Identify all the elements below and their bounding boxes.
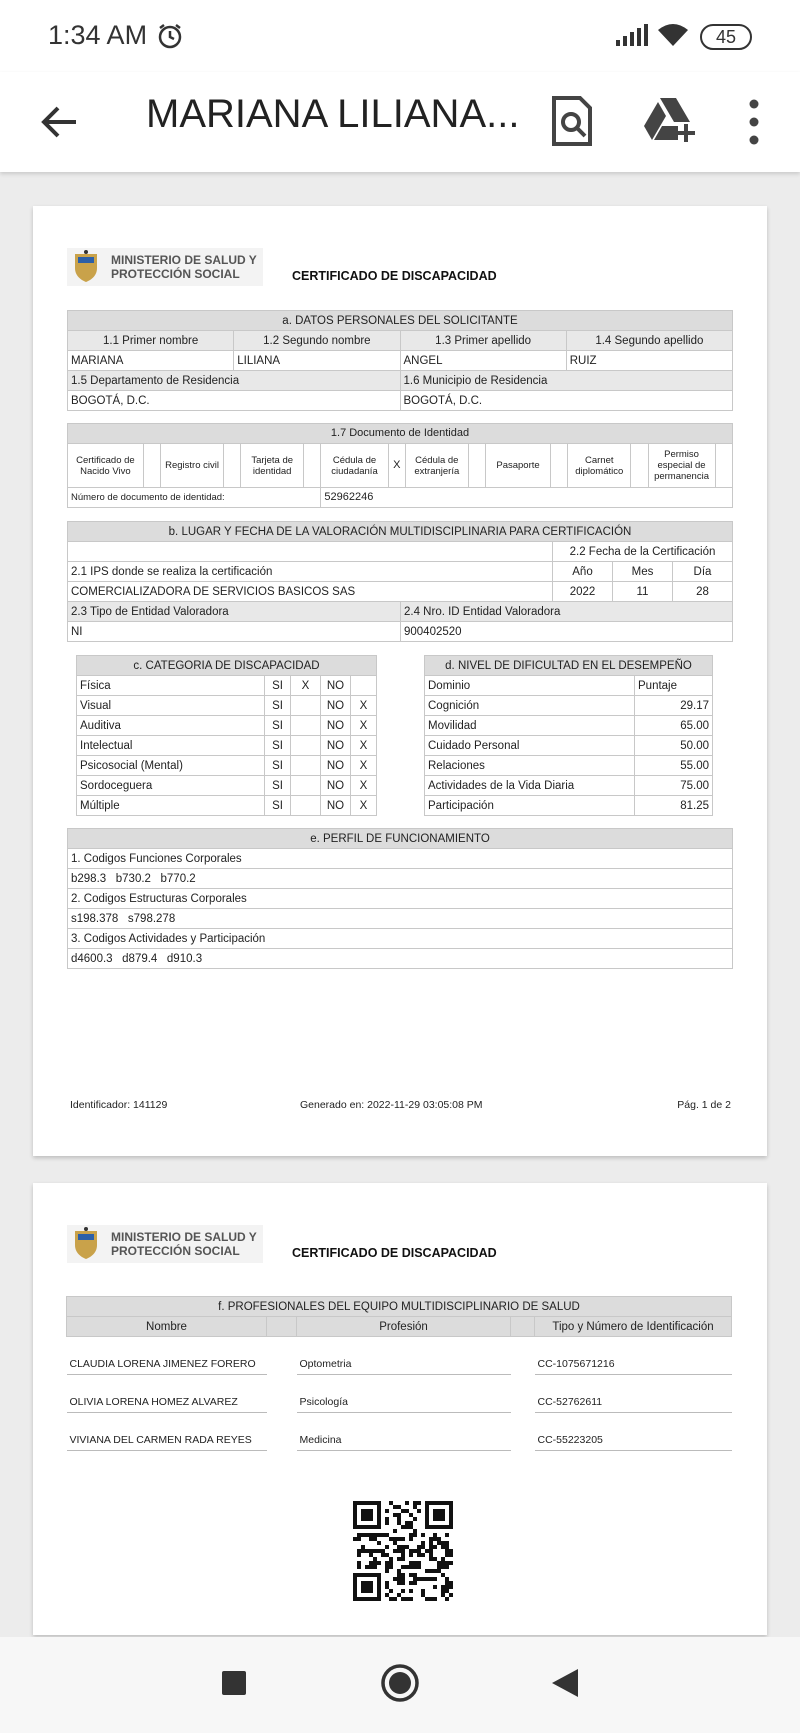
doc-type-passport: Pasaporte [486,444,551,488]
domain-name: Relaciones [425,756,635,776]
section-f-header: f. PROFESIONALES DEL EQUIPO MULTIDISCIPLINARIO DE SALUD [67,1297,732,1317]
professional-identification: CC-1075671216 [535,1355,732,1375]
category-no: NO [321,676,351,696]
doc-type-citizenship: Cédula de ciudadanía [321,444,388,488]
section-d-header: d. NIVEL DE DIFICULTAD EN EL DESEMPEÑO [425,656,713,676]
doc-mark-box [223,444,240,488]
category-si-mark [291,756,321,776]
value-second-surname: RUIZ [566,351,732,371]
category-si: SI [265,676,291,696]
day-label: Día [673,562,733,582]
org-line-1: MINISTERIO DE SALUD Y [111,253,257,267]
section-e-header: e. PERFIL DE FUNCIONAMIENTO [68,829,733,849]
professional-name: OLIVIA LORENA HOMEZ ALVAREZ [67,1393,267,1413]
category-row [77,776,377,796]
professional-name: CLAUDIA LORENA JIMENEZ FORERO [67,1355,267,1375]
doc-type-id-card: Tarjeta de identidad [241,444,304,488]
category-si-mark [291,776,321,796]
category-no: NO [321,716,351,736]
activities-label: 3. Codigos Actividades y Participación [68,929,733,949]
certificate-title: CERTIFICADO DE DISCAPACIDAD [292,269,497,283]
category-name: Física [77,676,265,696]
body-structures-label: 2. Codigos Estructuras Corporales [68,889,733,909]
category-name: Múltiple [77,796,265,816]
value-first-name: MARIANA [68,351,234,371]
category-si: SI [265,796,291,816]
professionals-table [66,1296,732,1451]
category-no-mark [351,676,377,696]
category-si: SI [265,776,291,796]
doc-type-birth: Certificado de Nacido Vivo [68,444,144,488]
identity-document-table [67,423,733,508]
professional-identification: CC-55223205 [535,1431,732,1451]
profession-col: Profesión [297,1317,511,1337]
category-no-mark: X [351,776,377,796]
domain-name: Cognición [425,696,635,716]
difficulty-row [425,716,713,736]
app-bar [0,72,800,172]
org-line-2: PROTECCIÓN SOCIAL [111,267,240,281]
id-number-value: 52962246 [321,488,733,508]
entity-type-label: 2.3 Tipo de Entidad Valoradora [68,602,401,622]
label-first-name: 1.1 Primer nombre [68,331,234,351]
back-arrow-icon[interactable] [36,98,84,146]
domain-name: Cuidado Personal [425,736,635,756]
doc-mark-box [715,444,732,488]
doc-mark-selected: X [388,444,405,488]
certificate-title: CERTIFICADO DE DISCAPACIDAD [292,1246,497,1260]
category-si-mark [291,796,321,816]
value-department: BOGOTÁ, D.C. [68,391,401,411]
entity-type-value: NI [68,622,401,642]
certification-date-label: 2.2 Fecha de la Certificación [553,542,733,562]
value-first-surname: ANGEL [400,351,566,371]
footer-identifier: Identificador: 141129 [70,1099,168,1111]
alarm-icon [156,22,184,50]
category-name: Visual [77,696,265,716]
doc-mark-box [468,444,485,488]
disability-category-table [76,655,377,816]
domain-col-label: Dominio [425,676,635,696]
navigation-bar [0,1637,800,1733]
doc-type-diplomatic: Carnet diplomático [568,444,631,488]
professional-profession: Optometria [297,1355,511,1375]
difficulty-row [425,776,713,796]
category-no: NO [321,696,351,716]
label-second-surname: 1.4 Segundo apellido [566,331,732,351]
professional-name-col: Nombre [67,1317,267,1337]
month-label: Mes [613,562,673,582]
difficulty-row [425,756,713,776]
pdf-page-2 [33,1183,767,1635]
category-name: Auditiva [77,716,265,736]
professional-identification: CC-52762611 [535,1393,732,1413]
category-si-mark [291,716,321,736]
category-si: SI [265,716,291,736]
category-si-mark [291,696,321,716]
difficulty-row [425,796,713,816]
identification-col: Tipo y Número de Identificación [535,1317,732,1337]
category-name: Psicosocial (Mental) [77,756,265,776]
status-time: 1:34 AM [48,20,148,50]
category-no-mark: X [351,736,377,756]
ips-value: COMERCIALIZADORA DE SERVICIOS BASICOS SAS [68,582,553,602]
functioning-profile-table [67,828,733,969]
battery-indicator: 45 [700,24,752,50]
category-no: NO [321,736,351,756]
colombia-shield-icon [71,1227,101,1261]
professional-name: VIVIANA DEL CARMEN RADA REYES [67,1431,267,1451]
entity-id-label: 2.4 Nro. ID Entidad Valoradora [401,602,733,622]
category-no-mark: X [351,756,377,776]
doc-mark-box [631,444,648,488]
back-nav-icon[interactable] [550,1667,580,1699]
category-row [77,736,377,756]
pdf-page-1 [33,206,767,1156]
day-value: 28 [673,582,733,602]
qr-code [353,1496,455,1606]
domain-name: Participación [425,796,635,816]
section-a-header: a. DATOS PERSONALES DEL SOLICITANTE [68,311,733,331]
category-row [77,796,377,816]
category-si-mark: X [291,676,321,696]
difficulty-level-table [424,655,713,816]
colombia-shield-icon [71,250,101,284]
score-col-label: Puntaje [635,676,713,696]
category-si-mark [291,736,321,756]
doc-mark-box [143,444,160,488]
domain-score: 55.00 [635,756,713,776]
doc-type-foreigner: Cédula de extranjería [405,444,468,488]
section-c-header: c. CATEGORIA DE DISCAPACIDAD [77,656,377,676]
identity-doc-header: 1.7 Documento de Identidad [68,424,733,444]
ministry-logo [67,1225,263,1263]
label-municipality: 1.6 Municipio de Residencia [400,371,733,391]
domain-score: 65.00 [635,716,713,736]
professional-profession: Psicología [297,1393,511,1413]
org-line-2: PROTECCIÓN SOCIAL [111,1244,240,1258]
category-no: NO [321,756,351,776]
month-value: 11 [613,582,673,602]
category-row [77,756,377,776]
id-number-label: Número de documento de identidad: [68,488,321,508]
ips-label: 2.1 IPS donde se realiza la certificación [68,562,553,582]
doc-mark-box [551,444,568,488]
recent-apps-icon[interactable] [222,1671,246,1695]
category-si: SI [265,756,291,776]
label-department: 1.5 Departamento de Residencia [68,371,401,391]
category-si: SI [265,696,291,716]
value-second-name: LILIANA [234,351,400,371]
difficulty-row [425,696,713,716]
personal-data-table [67,310,733,411]
domain-score: 75.00 [635,776,713,796]
activities-codes: d4600.3 d879.4 d910.3 [68,949,733,969]
category-no-mark: X [351,716,377,736]
difficulty-row [425,736,713,756]
category-row [77,696,377,716]
label-second-name: 1.2 Segundo nombre [234,331,400,351]
entity-id-value: 900402520 [401,622,733,642]
year-label: Año [553,562,613,582]
add-to-drive-icon[interactable] [644,96,696,144]
category-si: SI [265,736,291,756]
year-value: 2022 [553,582,613,602]
category-row [77,676,377,696]
domain-score: 50.00 [635,736,713,756]
org-line-1: MINISTERIO DE SALUD Y [111,1230,257,1244]
professional-row [67,1355,732,1375]
category-no-mark: X [351,696,377,716]
status-bar [0,0,800,72]
body-functions-codes: b298.3 b730.2 b770.2 [68,869,733,889]
body-functions-label: 1. Codigos Funciones Corporales [68,849,733,869]
search-document-icon[interactable] [548,94,596,148]
professional-profession: Medicina [297,1431,511,1451]
value-municipality: BOGOTÁ, D.C. [400,391,733,411]
document-title: MARIANA LILIANA... [146,92,520,136]
category-name: Sordoceguera [77,776,265,796]
professional-row [67,1393,732,1413]
label-first-surname: 1.3 Primer apellido [400,331,566,351]
valuation-place-table [67,521,733,642]
body-structures-codes: s198.378 s798.278 [68,909,733,929]
ministry-logo [67,248,263,286]
category-name: Intelectual [77,736,265,756]
category-no: NO [321,776,351,796]
signal-icon [616,24,648,46]
section-b-header: b. LUGAR Y FECHA DE LA VALORACIÓN MULTIDISCIPLINARIA PARA CERTIFICACIÓN [68,522,733,542]
doc-type-special-permit: Permiso especial de permanencia [648,444,715,488]
footer-generated: Generado en: 2022-11-29 03:05:08 PM [300,1099,483,1111]
category-no: NO [321,796,351,816]
category-no-mark: X [351,796,377,816]
footer-page-number: Pág. 1 de 2 [677,1099,731,1111]
wifi-icon [656,22,690,48]
category-row [77,716,377,736]
doc-type-civil-registry: Registro civil [161,444,224,488]
professional-row [67,1431,732,1451]
domain-name: Actividades de la Vida Diaria [425,776,635,796]
doc-mark-box [304,444,321,488]
domain-name: Movilidad [425,716,635,736]
more-options-icon[interactable] [740,96,768,148]
domain-score: 81.25 [635,796,713,816]
domain-score: 29.17 [635,696,713,716]
home-icon[interactable] [380,1663,420,1703]
